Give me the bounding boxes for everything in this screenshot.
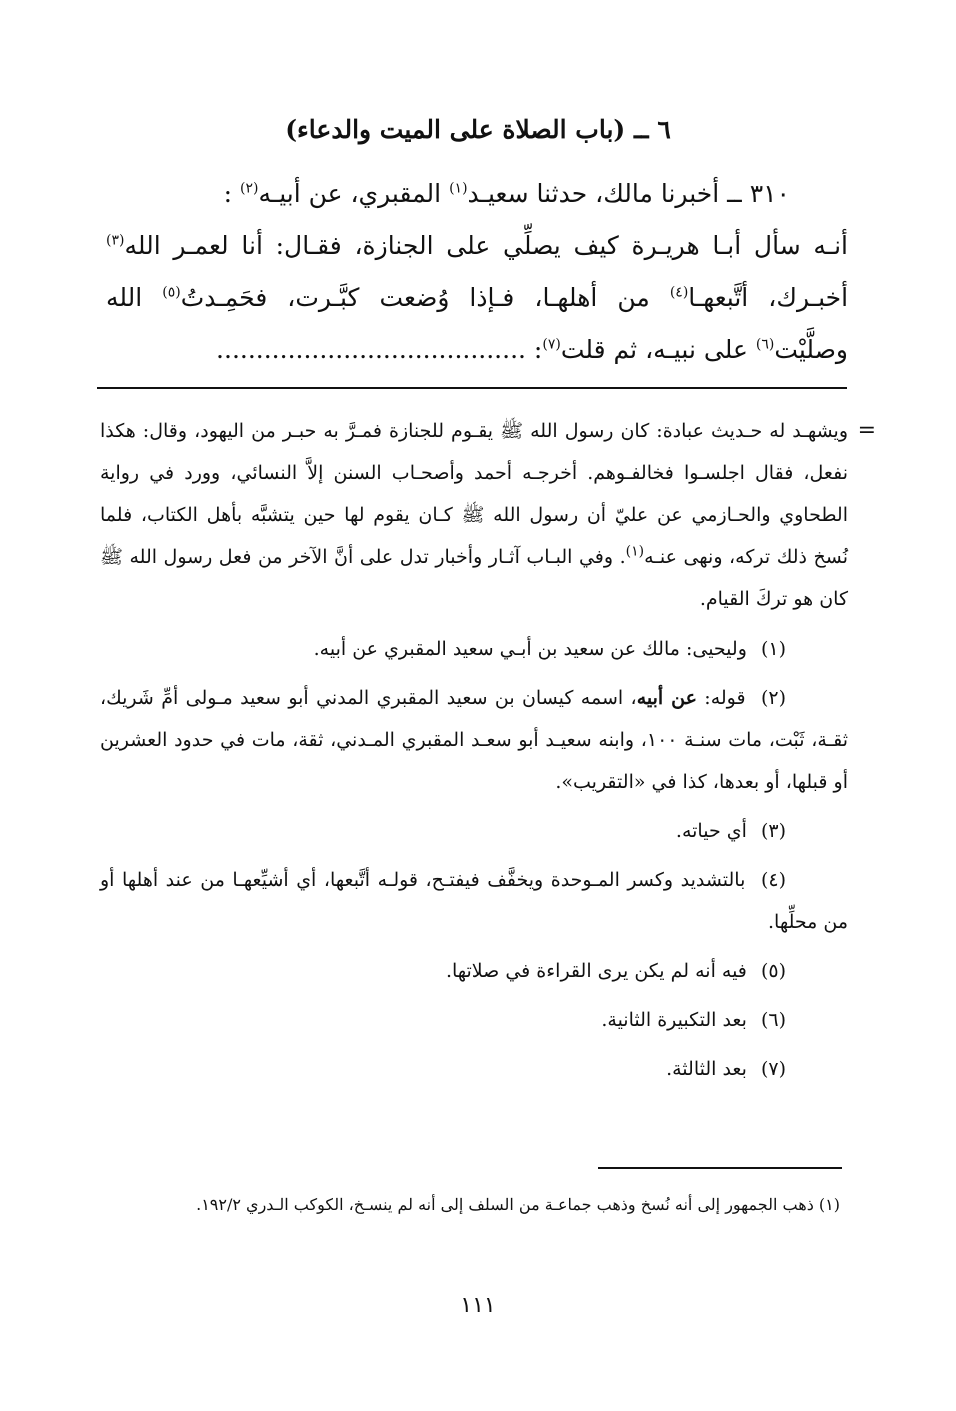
commentary-notes bbox=[100, 410, 876, 1097]
note-text: أي حياته. bbox=[675, 820, 747, 842]
note-number: (٣) bbox=[760, 820, 786, 842]
note-text: فيه أنه لم يكن يرى القراءة في صلاتها. bbox=[445, 960, 747, 982]
note-text: بعد التكبيرة الثانية. bbox=[601, 1009, 747, 1031]
page-number: ١١١ bbox=[460, 1293, 496, 1318]
chapter-heading bbox=[0, 112, 956, 148]
commentary-continuation bbox=[100, 410, 876, 620]
chapter-number: ٦ ــ bbox=[633, 115, 671, 144]
note-number: (٤) bbox=[760, 869, 786, 891]
hadith-line-1 bbox=[106, 168, 848, 220]
note-number: (٥) bbox=[760, 960, 786, 982]
footnote-number: (١) bbox=[818, 1195, 840, 1214]
commentary-text-a: ويشهـد له حـديث عبادة: كان رسول الله ﷺ يقـوم للجنازة فمـرَّ به حبـر من اليهود، وقال: هكذا نفعل، فقال اجلسـوا فخالفـوهم. أخرجـه أحمد وأصحـاب السنن إلاَّ النسائي، وورد في رواية الطحاوي والحـازمي عن عليّ أن رسول الله ﷺ كـان يقوم لها حين يتشبَّه بأهل الكتاب، فلما نُسخ ذلك تركه، ونهى عنـه bbox=[100, 420, 849, 568]
hadith-line-2-text: أنـه سأل أبـا هريـرة كيف يصلِّي على الجنازة، فقـال: أنا لعمـر الله bbox=[124, 231, 848, 260]
footnote-ref-2: (٢) bbox=[240, 180, 259, 197]
hadith-line-3 bbox=[106, 272, 848, 324]
note-3 bbox=[100, 810, 848, 852]
note-text: ، اسمه كيسان بن سعيد المقبري المدني أبو سعيد مـولى أمِّ شَريك، ثقـة، ثَبْت، مات سنـة ١٠٠، وابنه سعيـد أبو سعـد المقبري المـدني، ثقة، مات في حدود العشرين أو قبلها، أو بعدها، كذا في «التقريب». bbox=[100, 687, 849, 793]
hadith-line-1-part-b: المقبري، عن أبيـه bbox=[258, 179, 442, 208]
note-text: بالتشديد وكسر المـوحدة ويخفَّف فيفتـح، قولـه أتَّبعها، أي أشيِّعهـا من عند أهلها أو من محلِّها. bbox=[100, 869, 848, 933]
note-text: بعد الثالثة. bbox=[666, 1058, 747, 1080]
section-divider bbox=[97, 387, 847, 389]
footnote-ref-4: (٤) bbox=[669, 284, 689, 301]
continuation-mark: = bbox=[857, 418, 876, 443]
hadith-text bbox=[106, 168, 848, 376]
footnote-text: ذهب الجمهور إلى أنه نُسخ وذهب جماعـة من السلف إلى أنه لم ينسـخ، الكوكب الـدري ١٩٢/٢. bbox=[196, 1195, 814, 1214]
hadith-line-1-part-a: ٣١٠ ــ أخبرنا مالك، حدثنا سعيـد bbox=[467, 179, 790, 208]
hadith-line-1-colon: : bbox=[223, 179, 233, 208]
footnote-ref-5: (٥) bbox=[162, 284, 181, 301]
note-1 bbox=[100, 628, 848, 670]
footnote-ref-1: (١) bbox=[449, 180, 468, 197]
hadith-line-4 bbox=[106, 324, 848, 376]
hadith-line-4-part-b: على نبيـه، ثم قلت bbox=[560, 335, 748, 364]
footnote-ref-3: (٣) bbox=[106, 232, 125, 249]
note-number: (٦) bbox=[760, 1009, 786, 1031]
hadith-line-4-part-a: وصلَّيْت bbox=[774, 335, 848, 364]
commentary-footnote-ref: (١) bbox=[625, 543, 645, 560]
footnote-ref-7: (٧) bbox=[542, 336, 561, 353]
hadith-line-3-part-c: الله bbox=[106, 283, 143, 312]
chapter-title: (باب الصلاة على الميت والدعاء) bbox=[285, 115, 626, 144]
footnote-ref-6: (٦) bbox=[755, 336, 775, 353]
commentary-text-b: . وفي البـاب آثـار وأخبار تدل على أنَّ الآخر من فعل رسول الله ﷺ كان هو تركَ القيام. bbox=[100, 546, 848, 610]
note-6 bbox=[100, 999, 848, 1041]
hadith-line-3-part-a: أخبـرك، أتَّبعهـا bbox=[688, 283, 848, 312]
note-number: (١) bbox=[760, 638, 786, 660]
note-number: (٧) bbox=[760, 1058, 786, 1080]
hadith-line-2 bbox=[106, 220, 848, 272]
note-text: وليحيى: مالك عن سعيد بن أبـي سعيد المقبري عن أبيه. bbox=[313, 638, 747, 660]
note-keyword: عن أبيه bbox=[636, 687, 697, 709]
page-footnote bbox=[100, 1187, 840, 1223]
note-4 bbox=[100, 859, 848, 943]
note-2 bbox=[100, 677, 848, 803]
hadith-line-4-ellipsis: : ....................................... bbox=[216, 335, 543, 364]
note-prefix: قوله: bbox=[696, 687, 746, 709]
hadith-line-3-part-b: من أهلهـا، فـإذا وُضعت كبَّـرت، فحَمِـدتُ bbox=[180, 283, 650, 312]
note-7 bbox=[100, 1048, 848, 1090]
note-number: (٢) bbox=[760, 687, 786, 709]
footnote-divider bbox=[598, 1167, 842, 1169]
note-5 bbox=[100, 950, 848, 992]
